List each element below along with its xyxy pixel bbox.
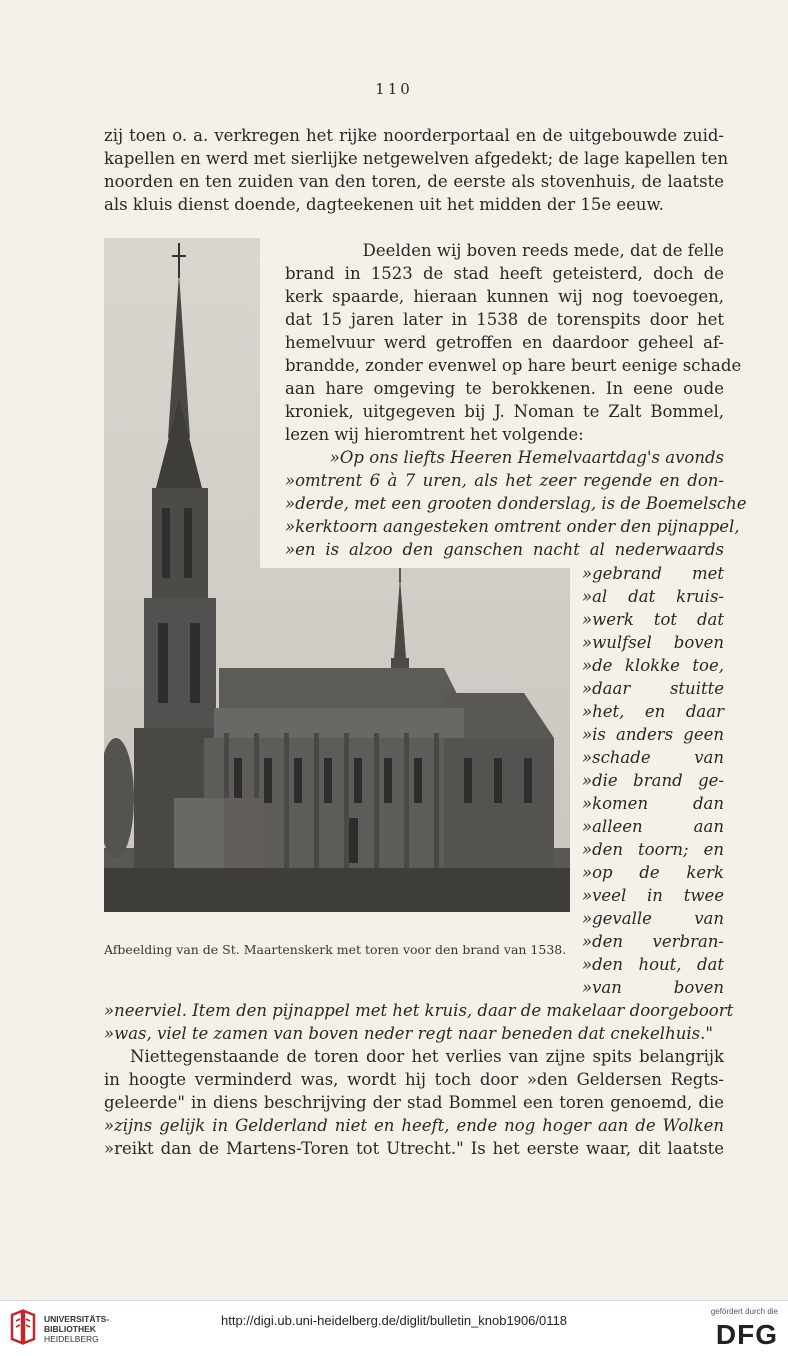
text-line: Niettegenstaande de toren door het verlies van zijne spits belangrijk [130, 1047, 724, 1066]
quote-line: »van boven [582, 978, 724, 997]
quote-line: »was, viel te zamen van boven neder regt naar beneden dat cnekelhuis." [104, 1024, 713, 1043]
quote-line: »is anders geen [582, 725, 724, 744]
quote-line: »kerktoorn aangesteken omtrent onder den pijnappel, [285, 517, 740, 536]
quote-line: »Op ons liefts Heeren Hemelvaartdag's avonds [329, 448, 724, 467]
quote-line: »derde, met een grooten donderslag, is de Boemelsche [285, 494, 747, 513]
quote-line: »het, en daar [582, 702, 724, 721]
quote-line: »zijns gelijk in Gelderland niet en heeft, ende nog hoger aan de Wolken [104, 1116, 724, 1135]
quote-line: »den verbran- [582, 932, 724, 951]
quote-line: »die brand ge- [582, 771, 724, 790]
quote-line: »werk tot dat [582, 610, 724, 629]
text-line: hemelvuur werd getroffen en daardoor geheel af- [285, 333, 724, 352]
quote-line: »den hout, dat [582, 955, 724, 974]
quote-line: »en is alzoo den ganschen nacht al nederwaards [285, 540, 724, 559]
text-line: zij toen o. a. verkregen het rijke noorderportaal en de uitgebouwde zuid- [104, 126, 724, 145]
sponsor-text: gefördert durch die [710, 1307, 778, 1316]
quote-line: »op de kerk [582, 863, 724, 882]
text-line: brandde, zonder evenwel op hare beurt eenige schade [285, 356, 742, 375]
quote-line: »daar stuitte [582, 679, 724, 698]
text-line: »reikt dan de Martens-Toren tot Utrecht." Is het eerste waar, dit laatste [104, 1139, 724, 1158]
library-name: UNIVERSITÄTS- BIBLIOTHEK HEIDELBERG [44, 1314, 110, 1344]
figure-caption: Afbeelding van de St. Maartenskerk met toren voor den brand van 1538. [104, 942, 567, 957]
quote-line: »komen dan [582, 794, 724, 813]
quote-line: »den toorn; en [582, 840, 724, 859]
quote-line: »de klokke toe, [582, 656, 724, 675]
text-line: geleerde" in diens beschrijving der stad Bommel een toren genoemd, die [104, 1093, 724, 1112]
quote-line: »al dat kruis- [582, 587, 724, 606]
quote-line: »wulfsel boven [582, 633, 724, 652]
text-line: Deelden wij boven reeds mede, dat de felle [362, 241, 724, 260]
quote-line: »schade van [582, 748, 724, 767]
dfg-logo: DFG [715, 1319, 778, 1350]
text-line: lezen wij hieromtrent het volgende: [285, 425, 584, 444]
viewer-footer [0, 1300, 788, 1356]
text-line: kroniek, uitgegeven bij J. Noman te Zalt Bommel, [285, 402, 724, 421]
quote-line: »gebrand met [582, 564, 724, 583]
text-line: kerk spaarde, hieraan kunnen wij nog toevoegen, [285, 287, 724, 306]
text-line: noorden en ten zuiden van den toren, de eerste als stovenhuis, de laatste [104, 172, 724, 191]
quote-line: »neerviel. Item den pijnappel met het kruis, daar de makelaar doorgeboort [104, 1001, 734, 1020]
quote-line: »gevalle van [582, 909, 724, 928]
quote-line: »omtrent 6 à 7 uren, als het zeer regende en don- [285, 471, 724, 490]
permalink-url[interactable]: http://digi.ub.uni-heidelberg.de/diglit/bulletin_knob1906/0118 [221, 1313, 567, 1328]
quote-line: »alleen aan [582, 817, 724, 836]
text-line: dat 15 jaren later in 1538 de torenspits door het [285, 310, 724, 329]
text-line: brand in 1523 de stad heeft geteisterd, doch de [285, 264, 724, 283]
quote-line: »veel in twee [582, 886, 724, 905]
text-line: als kluis dienst doende, dagteekenen uit het midden der 15e eeuw. [104, 195, 664, 214]
text-line: kapellen en werd met sierlijke netgewelven afgedekt; de lage kapellen ten [104, 149, 729, 168]
page-number: 110 [375, 80, 413, 98]
text-line: aan hare omgeving te berokkenen. In eene oude [285, 379, 724, 398]
text-line: in hoogte verminderd was, wordt hij toch door »den Geldersen Regts- [104, 1070, 724, 1089]
